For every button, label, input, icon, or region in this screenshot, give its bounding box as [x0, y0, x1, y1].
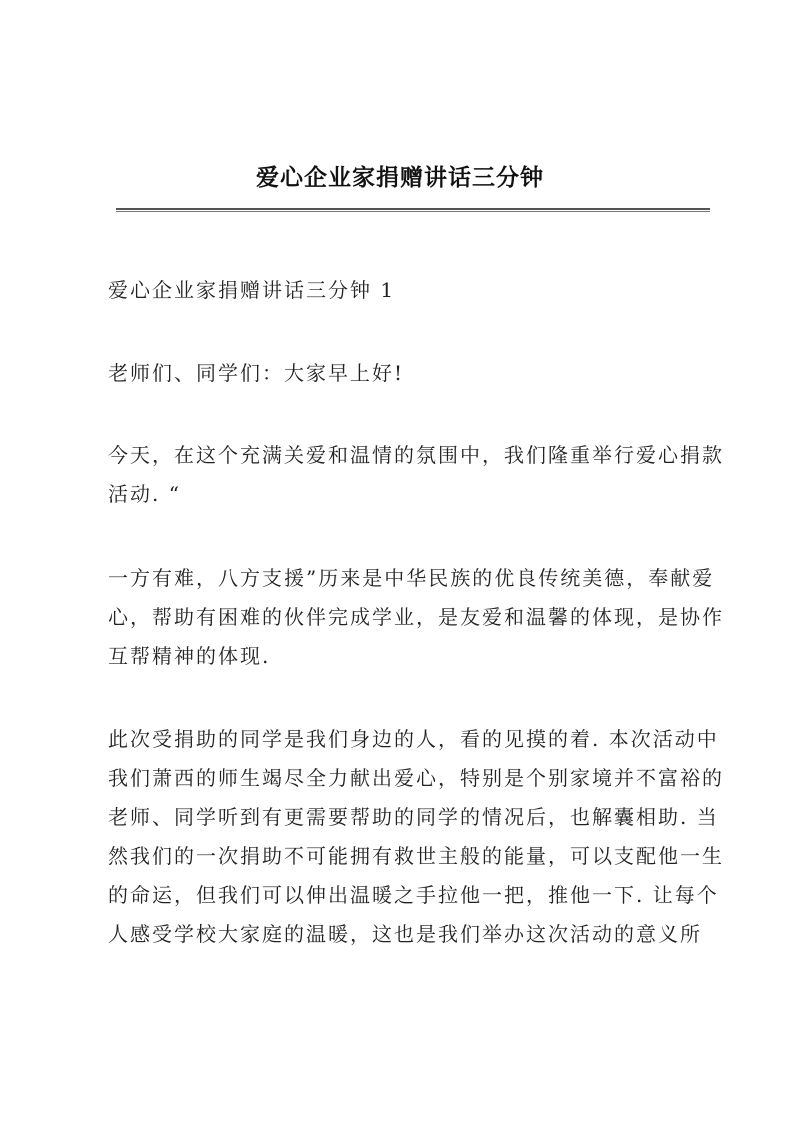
paragraph-line: 活动. “ — [108, 482, 181, 506]
subtitle-text: 爱心企业家捐赠讲话三分钟 1 — [108, 278, 396, 302]
paragraph-line: 互帮精神的体现. — [108, 644, 271, 668]
paragraph-3 — [108, 720, 724, 954]
paragraph-line: 然我们的一次捐助不可能拥有救世主般的能量，可以支配他一生 — [108, 844, 724, 868]
greeting-paragraph — [108, 354, 708, 393]
paragraph-line: 一方有难，八方支援”历来是中华民族的优良传统美德，奉献爱 — [108, 566, 715, 590]
paragraph-line: 的命运，但我们可以伸出温暖之手拉他一把，推他一下. 让每个 — [108, 883, 719, 907]
greeting-text: 老师们、同学们：大家早上好! — [108, 361, 405, 385]
paragraph-line: 老师、同学听到有更需要帮助的同学的情况后，也解囊相助. 当 — [108, 805, 719, 829]
paragraph-line: 我们萧西的师生竭尽全力献出爱心，特别是个别家境并不富裕的 — [108, 766, 724, 790]
paragraph-line: 人感受学校大家庭的温暖，这也是我们举办这次活动的意义所 — [108, 922, 702, 946]
section-subtitle — [108, 271, 708, 310]
paragraph-1 — [108, 436, 724, 514]
title-divider — [116, 208, 710, 212]
paragraph-line: 心，帮助有困难的伙伴完成学业，是友爱和温馨的体现，是协作 — [108, 605, 724, 629]
page-title: 爱心企业家捐赠讲话三分钟 — [256, 164, 544, 191]
paragraph-line: 今天，在这个充满关爱和温情的氛围中，我们隆重举行爱心捐款 — [108, 443, 724, 467]
paragraph-line: 此次受捐助的同学是我们身边的人，看的见摸的着. 本次活动中 — [108, 727, 719, 751]
paragraph-2 — [108, 559, 724, 676]
